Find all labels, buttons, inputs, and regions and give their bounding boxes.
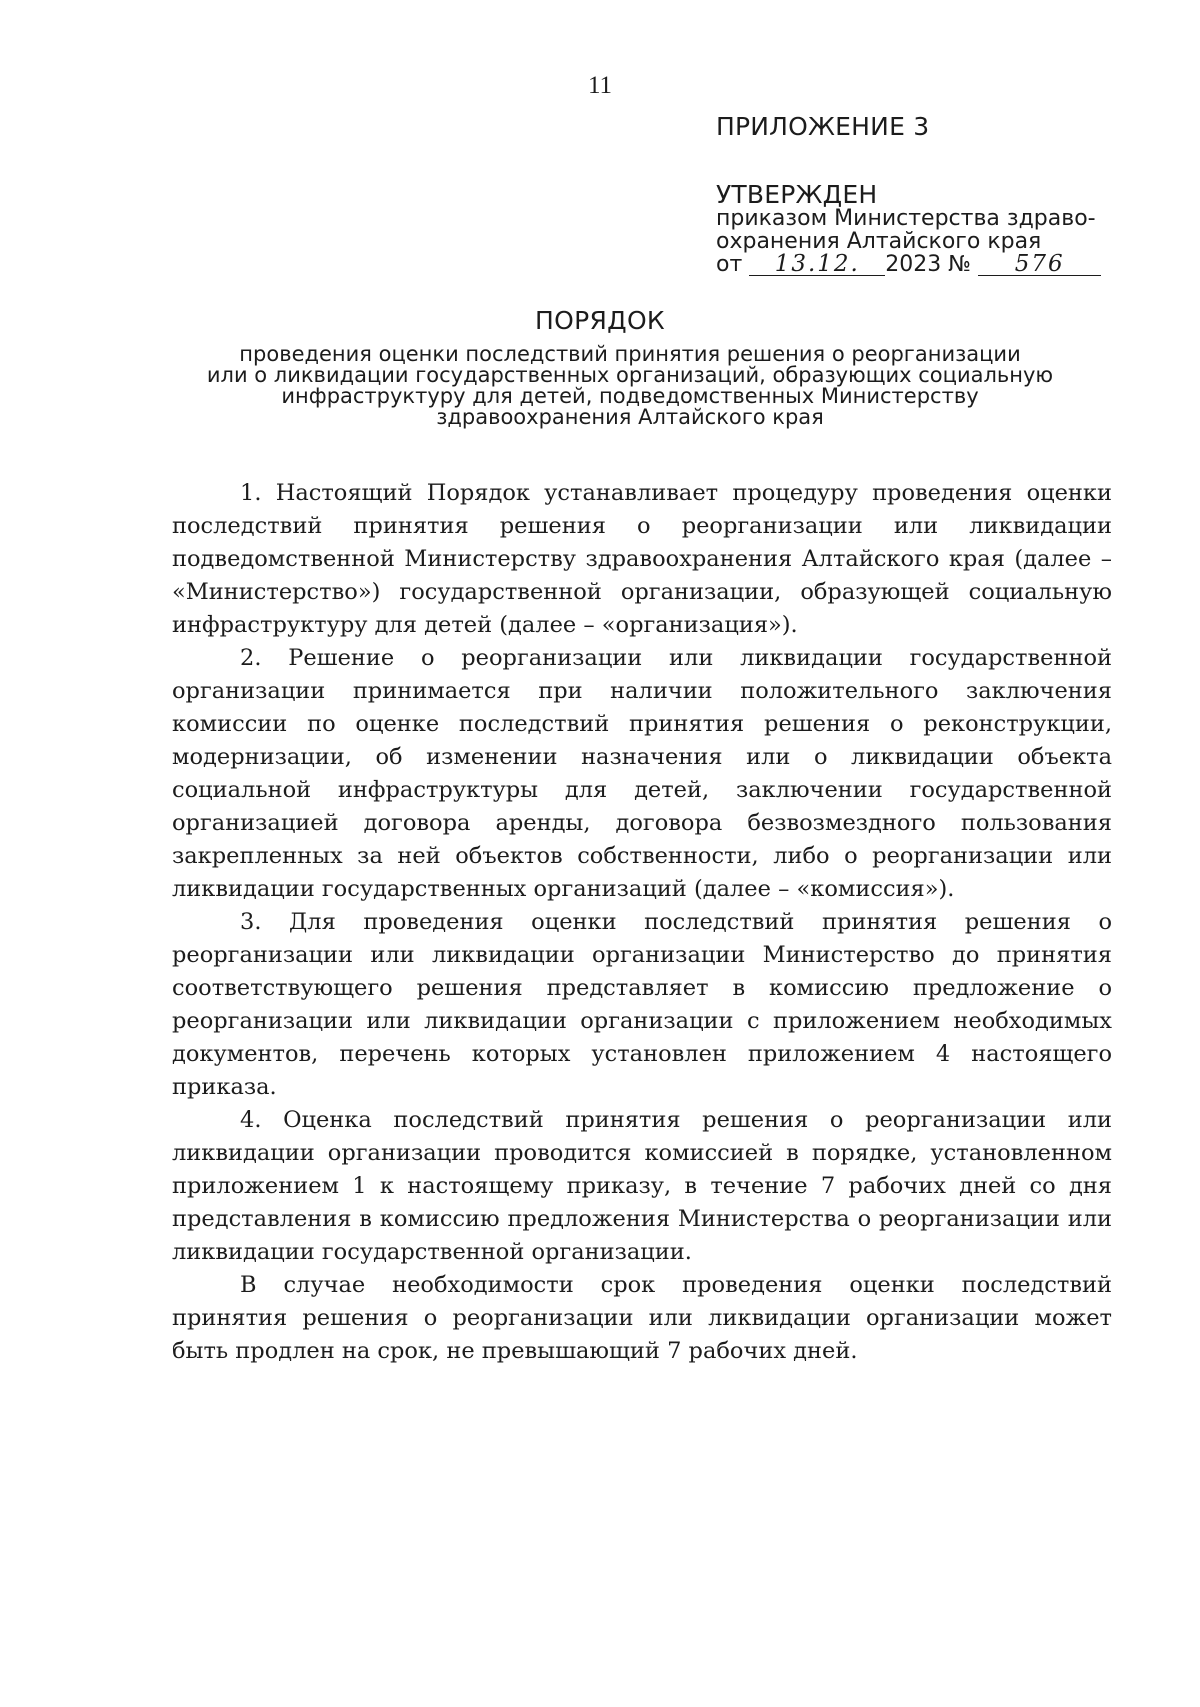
paragraph-5: В случае необходимости срок проведения оценки последствий принятия решения о реорганизации или ликвидации организации может быть продлен на срок, не превышающий 7 рабочих дней. — [172, 1272, 1112, 1364]
paragraph-1: 1. Настоящий Порядок устанавливает процедуру проведения оценки последствий принятия решения о реорганизации или ликвидации подведомственной Министерству здравоохранения Алтайского края (далее – «Министерство») государственной организации, образующей социальную инфраструктуру для детей (далее – «организация»). — [172, 480, 1112, 638]
paragraph-2: 2. Решение о реорганизации или ликвидации государственной организации принимается при наличии положительного заключения комиссии по оценке последствий принятия решения о реконструкции, модернизации, об изменении назначения или о ликвидации объекта социальной инфраструктуры для детей, заключении государственной организацией договора аренды, договора безвозмездного пользования закрепленных за ней объектов собственности, либо о реорганизации или ликвидации государственных организаций (далее – «комиссия»). — [172, 645, 1112, 902]
subtitle-line: здравоохранения Алтайского края — [436, 405, 824, 429]
order-date-line — [716, 253, 1146, 277]
appendix-label: ПРИЛОЖЕНИЕ 3 — [716, 112, 930, 141]
subtitle-line: или о ликвидации государственных организаций, образующих социальную — [206, 363, 1054, 387]
paragraph-4: 4. Оценка последствий принятия решения о реорганизации или ликвидации организации проводится комиссией в порядке, установленном приложением 1 к настоящему приказу, в течение 7 рабочих дней со дня представления в комиссию предложения Министерства о реорганизации или ликвидации государственной организации. — [172, 1107, 1112, 1265]
handwritten-order-number: 576 — [978, 253, 1101, 276]
document-subtitle — [150, 344, 1110, 428]
approval-block — [716, 112, 1146, 277]
date-prefix: от — [716, 252, 743, 277]
page-number: 11 — [587, 72, 613, 99]
paragraph-3: 3. Для проведения оценки последствий принятия решения о реорганизации или ликвидации организации Министерство до принятия соответствующего решения представляет в комиссию предложение о реорганизации или ликвидации организации с приложением необходимых документов, перечень которых установлен приложением 4 настоящего приказа. — [172, 909, 1112, 1100]
approved-by-line-1: приказом Министерства здраво- — [716, 206, 1096, 231]
document-title: ПОРЯДОК — [535, 306, 665, 335]
handwritten-date: 13.12. — [749, 253, 885, 276]
approved-by-line-2: охранения Алтайского края — [716, 229, 1042, 254]
subtitle-line: инфраструктуру для детей, подведомственных Министерству — [281, 384, 979, 408]
document-body — [172, 477, 1112, 1368]
order-year: 2023 — [885, 252, 942, 277]
number-sign: № — [948, 252, 972, 277]
approved-label: УТВЕРЖДЕН — [716, 180, 878, 209]
subtitle-line: проведения оценки последствий принятия решения о реорганизации — [239, 342, 1021, 366]
